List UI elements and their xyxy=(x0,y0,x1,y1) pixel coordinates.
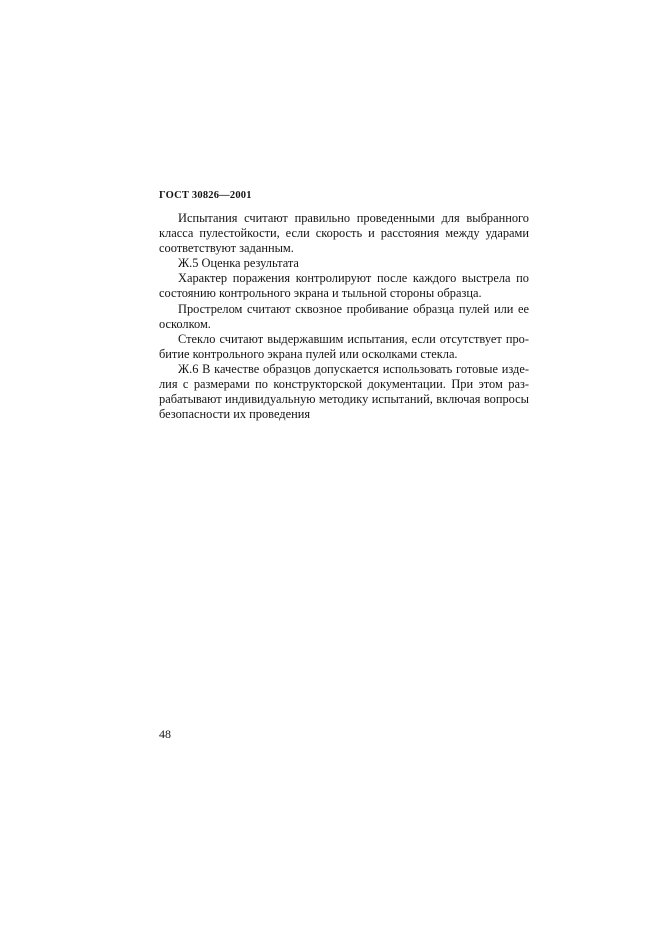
paragraph-zh6-samples: Ж.6 В качестве образцов допускается использовать готовые изделия с размерами по конструкторской документации. При этом разрабатывают индивидуальную методику испытаний, включая вопросы безопасности их проведения xyxy=(159,361,529,422)
standard-code-header: ГОСТ 30826—2001 xyxy=(159,190,252,201)
paragraph-test-validity: Испытания считают правильно проведенными для выбранного класса пулестойкости, если скорость и расстояния между ударами соответствуют заданным. xyxy=(159,211,529,256)
body-text xyxy=(159,211,529,422)
paragraph-glass-passed: Стекло считают выдержавшим испытания, если отсутствует пробитие контрольного экрана пулей или осколками стекла. xyxy=(159,331,529,361)
page-number: 48 xyxy=(159,727,171,741)
paragraph-penetration-definition: Прострелом считают сквозное пробивание образца пулей или ее осколком. xyxy=(159,301,529,331)
paragraph-damage-control: Характер поражения контролируют после каждого выстрела по состоянию контрольного экрана и тыльной стороны образца. xyxy=(159,271,529,301)
section-heading-zh5: Ж.5 Оценка результата xyxy=(178,256,299,271)
